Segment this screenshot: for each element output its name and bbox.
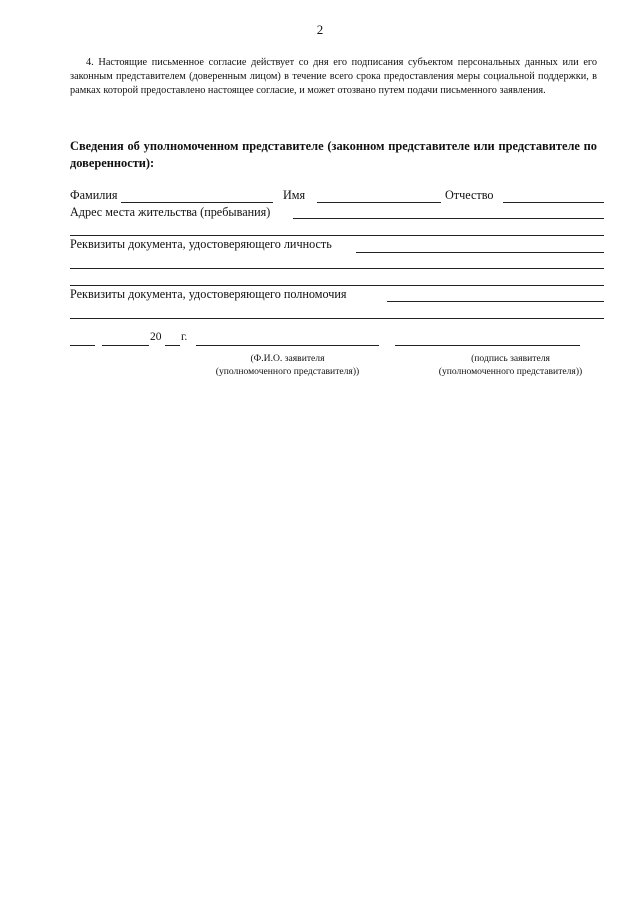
surname-field[interactable] bbox=[121, 202, 273, 203]
surname-label: Фамилия bbox=[70, 188, 118, 202]
date-day-field[interactable] bbox=[70, 345, 95, 346]
signature-caption-line-1: (подпись заявителя bbox=[471, 353, 550, 364]
consent-paragraph: 4. Настоящие письменное согласие действует со дня его подписания субъектом персональных данных или его законным представителем (доверенным лицом) в течение всего срока предоставления меры социальной поддержки, в рамках которой предоставлено настоящее согласие, и может отозвано путем подачи письменного заявления. bbox=[70, 57, 597, 96]
address-field-continuation[interactable] bbox=[70, 235, 604, 236]
name-field[interactable] bbox=[317, 202, 441, 203]
fio-caption-line-2: (уполномоченного представителя)) bbox=[215, 366, 360, 377]
patronymic-label: Отчество bbox=[445, 188, 494, 202]
applicant-signature-field[interactable] bbox=[395, 345, 580, 346]
date-year-suffix: г. bbox=[181, 331, 188, 343]
fio-caption-line-1: (Ф.И.О. заявителя bbox=[250, 353, 325, 364]
identity-doc-field-continuation-2[interactable] bbox=[70, 285, 604, 286]
patronymic-field[interactable] bbox=[503, 202, 604, 203]
signature-caption bbox=[408, 352, 613, 378]
section-heading: Сведения об уполномоченном представителе (законном представителе или представителе по доверенности): bbox=[70, 139, 597, 170]
signature-caption-line-2: (уполномоченного представителя)) bbox=[438, 366, 583, 377]
page-number: 2 bbox=[316, 22, 324, 37]
identity-doc-field[interactable] bbox=[356, 252, 604, 253]
identity-doc-label: Реквизиты документа, удостоверяющего личность bbox=[70, 237, 332, 251]
authority-doc-field-continuation[interactable] bbox=[70, 318, 604, 319]
authority-doc-field[interactable] bbox=[387, 301, 604, 302]
authority-doc-label: Реквизиты документа, удостоверяющего полномочия bbox=[70, 287, 347, 301]
identity-doc-field-continuation-1[interactable] bbox=[70, 268, 604, 269]
date-month-field[interactable] bbox=[102, 345, 149, 346]
applicant-fio-field[interactable] bbox=[196, 345, 379, 346]
fio-caption bbox=[196, 352, 379, 378]
name-label: Имя bbox=[283, 188, 306, 202]
date-year-field[interactable] bbox=[165, 345, 180, 346]
address-label: Адрес места жительства (пребывания) bbox=[70, 205, 271, 219]
address-field[interactable] bbox=[293, 218, 604, 219]
date-year-prefix: 20 bbox=[150, 331, 162, 343]
